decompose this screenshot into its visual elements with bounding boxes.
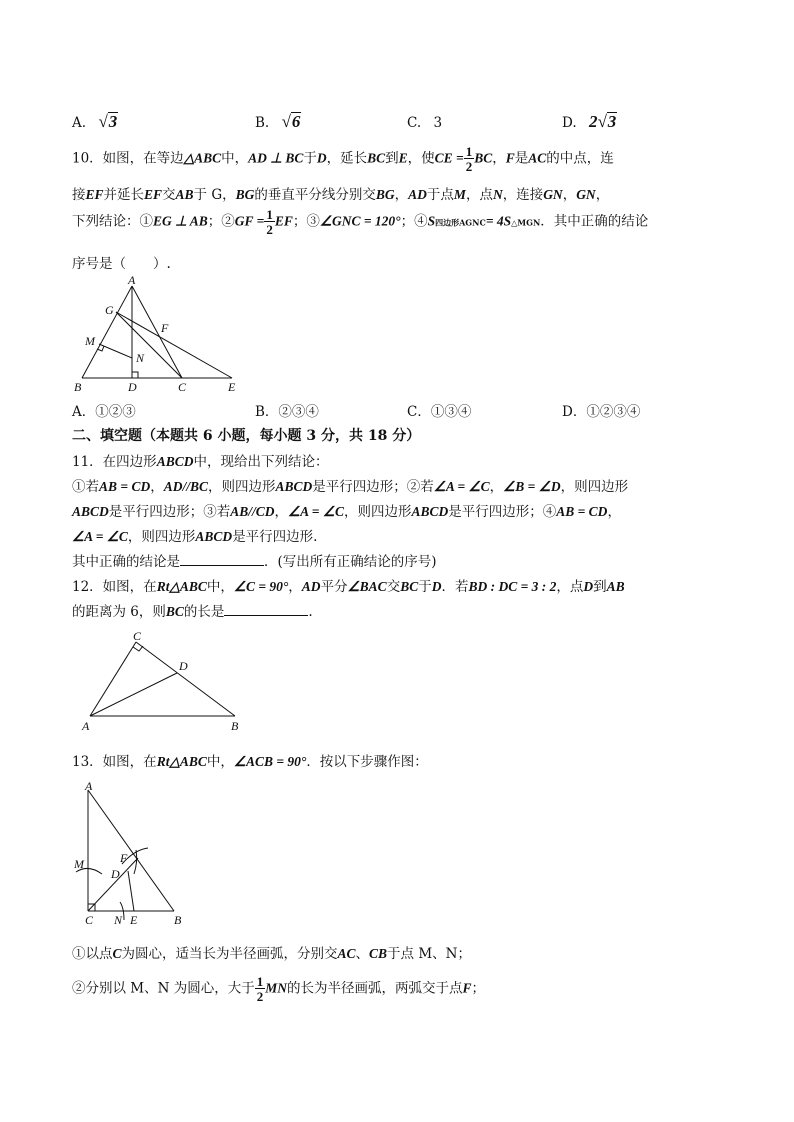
label-n: N [136,351,145,365]
q11-line-5: 其中正确的结论是 ．(写出所有正确结论的序号) [72,554,437,570]
q13-step-2: ②分别以 M、N 为圆心，大于 $\frac{1}{2}$ MN的长为半径画弧，两弧交于点F； [72,974,485,1004]
q10-option-d: D．①②③④ [562,404,641,420]
q11-line-4: ∠A = ∠C，则四边形ABCD是平行四边形. [72,529,318,545]
q9-option-b: B. √6 [255,112,301,131]
segment-gc [116,312,182,378]
label-c: C [85,913,94,926]
q13-line-1: 13．如图，在Rt△ABC中，∠ACB = 90°．按以下步骤作图： [72,754,428,770]
q10-line-1: 10．如图，在等边△ABC中，AD ⊥ BC于D，延长BC到E，使CE = $\frac{1}{2}$ BC，F是AC的中点，连 [72,144,614,174]
q11-line-3: ABCD是平行四边形；③若AB//CD，∠A = ∠C，则四边形ABCD是平行四边形；④AB = CD， [72,504,621,520]
q10-line-3: 下列结论：①EG ⊥ AB；②GF = $\frac{1}{2}$ EF；③∠GNC = 120°；④S四边形AGNC= 4S△MGN．其中正确的结论 [72,207,649,237]
label-a: A [82,719,90,733]
q10-line-4: 序号是（ ）. [72,256,171,272]
q12-line-1: 12．如图，在Rt△ABC中，∠C = 90°，AD平分∠BAC交BC于D．若BD : DC = 3 : 2，点D到AB [72,579,625,595]
q13-figure [74,778,194,926]
label-b: B [231,719,239,733]
q9-option-a: A. √3 [72,112,118,131]
label-n: N [114,913,123,926]
label-m: M [74,857,84,871]
q9-option-d: D. 2√3 [562,112,617,131]
q10-line-2: 接EF并延长EF交AB于 G，BG的垂直平分线分别交BG，AD于点M，点N，连接GN，GN， [72,187,610,203]
label-e: E [130,913,138,926]
q9-option-a-value: 3 [108,112,118,131]
q12-line-2: 的距离为 6，则BC的长是 . [72,604,313,620]
label-m: M [85,334,95,348]
q12-figure [80,628,250,736]
q10-figure [70,274,250,394]
q10-option-b: B．②③④ [255,404,319,420]
label-e: E [228,380,236,394]
segment-ge [116,312,232,378]
answer-blank[interactable] [180,553,264,566]
q11-line-1: 11．在四边形ABCD中，现给出下列结论： [72,454,329,470]
q9-option-b-value: 6 [291,112,301,131]
answer-blank[interactable] [224,603,308,616]
fraction-half: $\frac{1}{2}$ [465,144,473,174]
label-c: C [133,629,142,643]
right-angle-mark-c [133,646,143,651]
label-d: D [111,867,120,881]
label-d: D [179,659,188,673]
q10-option-c: C．①③④ [407,404,472,420]
segment-de [128,871,134,911]
segment-cb [136,642,235,716]
label-b: B [174,913,182,926]
label-a: A [85,779,93,793]
section-title: 二、填空题（本题共 6 小题，每小题 3 分，共 18 分） [72,428,421,444]
right-angle-mark-d [132,372,138,378]
label-f: F [161,321,169,335]
label-a: A [128,274,136,287]
fraction-half: $\frac{1}{2}$ [266,207,273,237]
q9-option-c: C. 3 [407,115,443,131]
fraction-half: $\frac{1}{2}$ [256,974,264,1004]
label-g: G [105,303,114,317]
label-c: C [178,380,187,394]
q10-option-a: A．①②③ [72,404,136,420]
label-d: D [128,380,137,394]
q13-step-1: ①以点C为圆心，适当长为半径画弧，分别交AC、CB于点 M、N； [72,946,471,962]
label-f: F [120,851,128,865]
label-b: B [74,380,82,394]
q11-line-2: ①若AB = CD，AD//BC，则四边形ABCD是平行四边形；②若∠A = ∠C，∠B = ∠D，则四边形 [72,479,629,495]
segment-ab [82,286,132,378]
